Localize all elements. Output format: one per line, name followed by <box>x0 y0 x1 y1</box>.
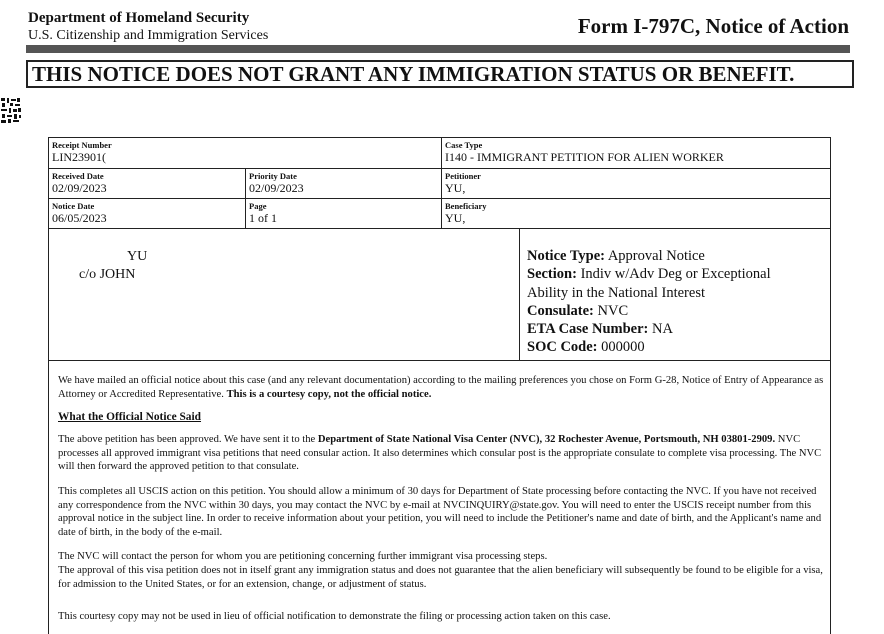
case-type-cell <box>442 138 830 169</box>
nvc-contact-line: The NVC will contact the person for whom you are petitioning concerning further immigrant visa processing steps. <box>58 551 548 562</box>
page-label: Page <box>249 201 267 211</box>
form-title: Form I-797C, Notice of Action <box>577 14 849 38</box>
received-date-cell <box>49 169 246 199</box>
priority-date: 02/09/2023 <box>249 181 304 195</box>
eta-label: ETA Case Number: <box>527 321 649 338</box>
intro-paragraph <box>58 374 828 401</box>
eta-case-number: NA <box>652 321 673 338</box>
consulate-line <box>527 302 771 320</box>
received-date: 02/09/2023 <box>52 181 107 195</box>
priority-date-cell <box>246 169 442 199</box>
received-date-label: Received Date <box>52 171 104 181</box>
consulate-label: Consulate: <box>527 302 594 319</box>
processing-paragraph: This completes all USCIS action on this petition. You should allow a minimum of 30 days for Department of State processing before contacting the NVC. If you have not received any correspondence from the NVC within 30 days, you may contact the NVC by e-mail at NVCINQUIRY@state.gov. You will need to enter the USCIS receipt number from this approval notice in the subject line. In order to receive information about your petition, you will need to include the Petitioner's name and date of birth, and the Applicant's name and date of birth, in the body of the e-mail. <box>58 486 822 538</box>
nvc-address: Department of State National Visa Center (NVC), 32 Rochester Avenue, Portsmouth, NH 03801-2909. <box>317 434 776 445</box>
case-type: I140 - IMMIGRANT PETITION FOR ALIEN WORKER <box>445 150 724 164</box>
priority-date-label: Priority Date <box>249 171 297 181</box>
case-info-table <box>48 137 831 229</box>
petitioner: YU, <box>445 181 466 195</box>
receipt-number: LIN23901( <box>52 150 106 164</box>
notice-body <box>48 361 831 634</box>
approval-text-b: NVC processes all approved immigrant visa petitions that need consular action. It also determines which consular post is the appropriate consulate to complete visa processing. The NVC will then forward the approved petition to that consulate. <box>58 434 822 472</box>
agency-name: Department of Homeland Security <box>28 10 250 26</box>
intro-text: We have mailed an official notice about this case (and any relevant documentation) according to the mailing preferences you chose on Form G-28, Notice of Entry of Appearance as Attorney or Accredited Representative. <box>58 375 824 400</box>
receipt-number-cell <box>49 138 442 169</box>
box-divider <box>519 229 520 360</box>
header-bar <box>26 45 850 53</box>
soc-label: SOC Code: <box>527 339 598 356</box>
case-type-label: Case Type <box>445 140 483 150</box>
eta-line <box>527 320 771 338</box>
page-cell <box>246 199 442 228</box>
notice-details <box>527 247 771 357</box>
notice-type-label: Notice Type: <box>527 248 605 264</box>
notice-date: 06/05/2023 <box>52 211 107 225</box>
notice-type: Approval Notice <box>607 248 705 264</box>
soc-line <box>527 338 771 356</box>
notice-date-label: Notice Date <box>52 201 95 211</box>
address-notice-box <box>48 229 831 361</box>
section-label: Section: <box>527 266 577 283</box>
approval-text-a: The above petition has been approved. We have sent it to the <box>58 434 318 445</box>
sub-agency-name: U.S. Citizenship and Immigration Services <box>28 28 269 43</box>
notice-date-cell <box>49 199 246 228</box>
soc-code: 000000 <box>601 339 645 356</box>
disclaimer-banner: THIS NOTICE DOES NOT GRANT ANY IMMIGRATION STATUS OR BENEFIT. <box>26 60 854 88</box>
addressee-name: YU <box>127 249 148 264</box>
courtesy-copy-notice: This is a courtesy copy, not the official notice. <box>226 388 432 400</box>
section-heading: What the Official Notice Said <box>58 411 202 423</box>
beneficiary: YU, <box>445 211 466 225</box>
addressee-care-of: c/o JOHN <box>79 267 136 282</box>
receipt-number-label: Receipt Number <box>52 140 112 150</box>
section-value-1: Indiv w/Adv Deg or Exceptional <box>580 266 771 283</box>
consulate: NVC <box>597 302 629 319</box>
approval-paragraph <box>58 433 828 474</box>
barcode-icon <box>0 97 22 124</box>
petitioner-label: Petitioner <box>445 171 481 181</box>
beneficiary-label: Beneficiary <box>445 201 487 211</box>
petitioner-cell <box>442 169 830 199</box>
courtesy-copy-paragraph: This courtesy copy may not be used in lieu of official notification to demonstrate the filing or processing action taken on this case. <box>58 611 611 622</box>
section-line <box>527 265 771 283</box>
beneficiary-cell <box>442 199 830 228</box>
status-disclaimer-paragraph: The approval of this visa petition does not in itself grant any immigration status and does not guarantee that the alien beneficiary will subsequently be found to be eligible for a visa, for admission to the United States, or for an extension, change, or adjustment of status. <box>58 565 823 590</box>
page-number: 1 of 1 <box>249 211 277 225</box>
notice-type-line <box>527 247 771 265</box>
section-value-2: Ability in the National Interest <box>527 284 705 301</box>
